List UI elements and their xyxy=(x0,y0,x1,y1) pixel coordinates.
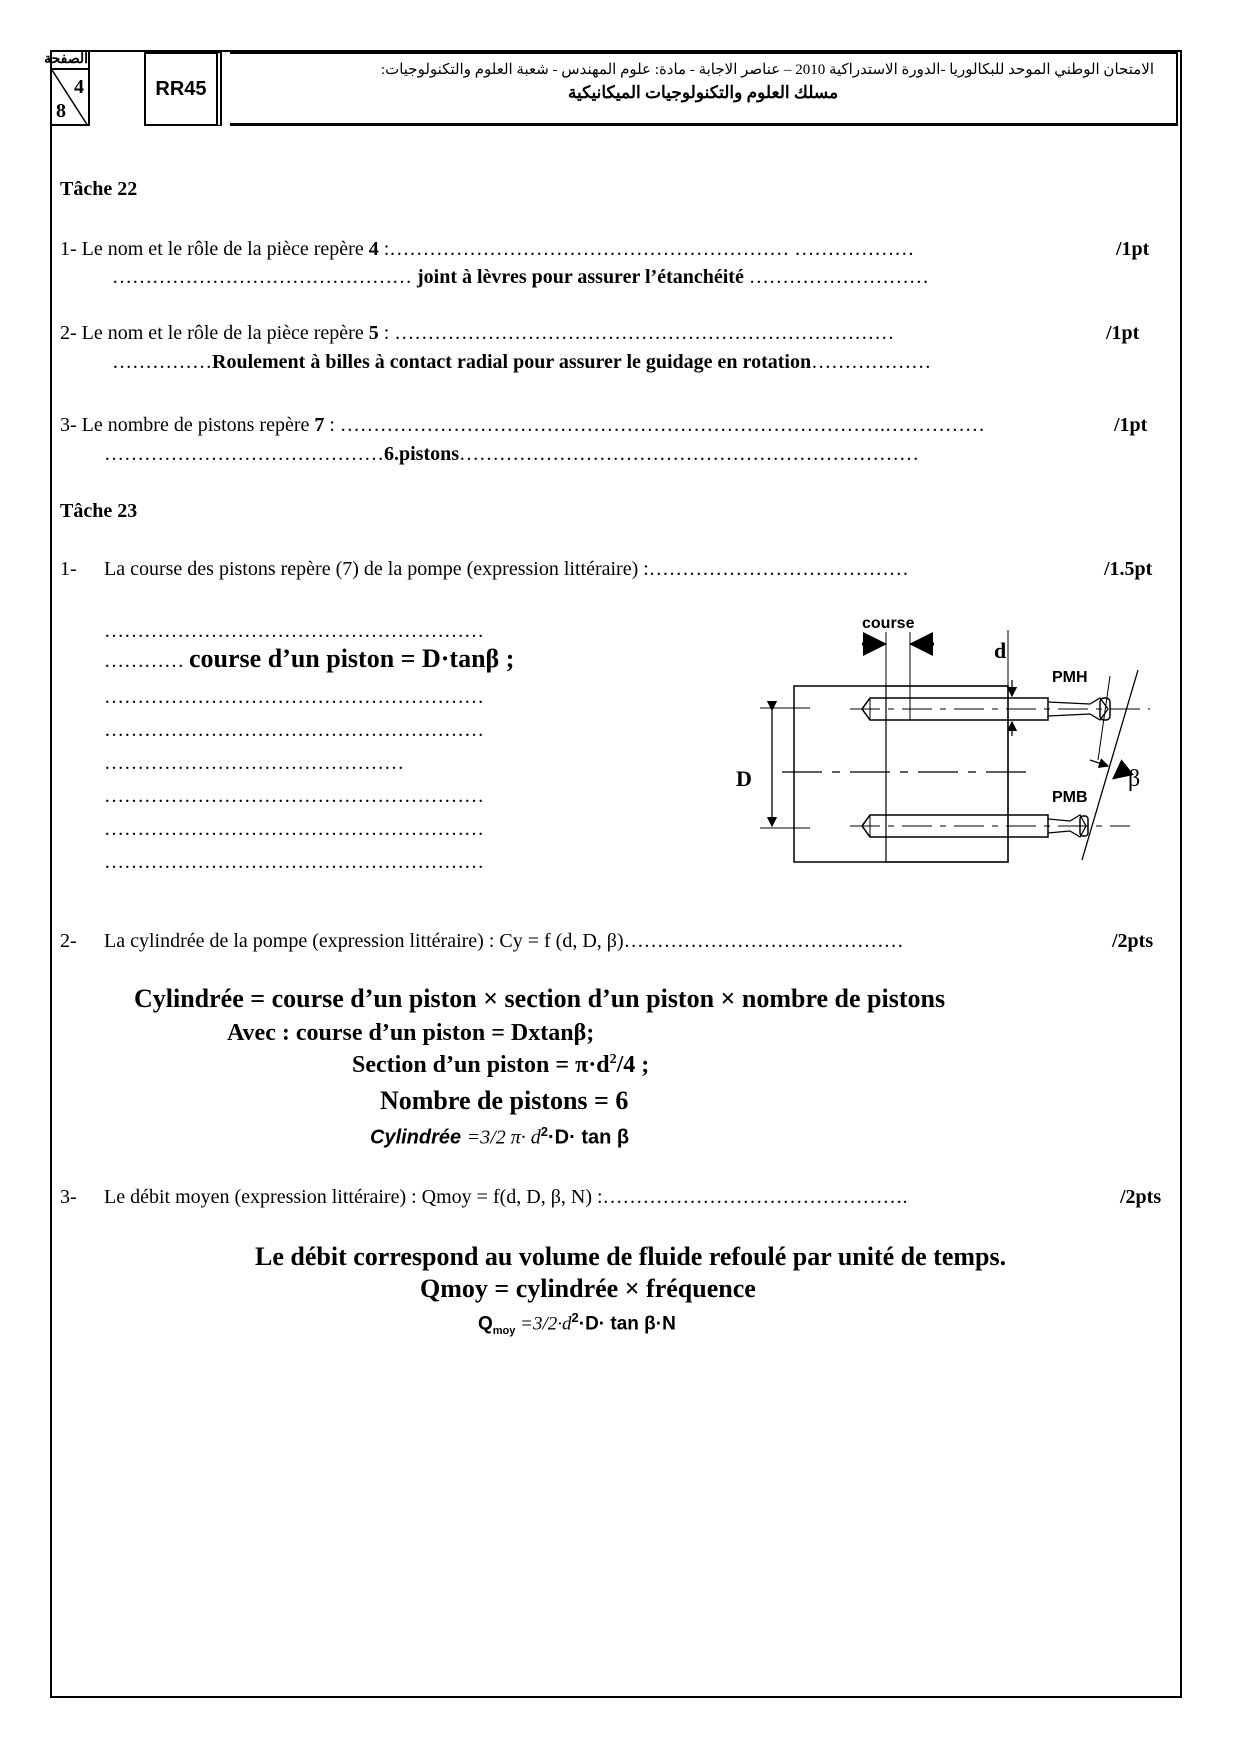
exam-title-line1: الامتحان الوطني الموحد للبكالوريا -الدورة الاستدراكية 2010 – عناصر الاجابة - مادة: علوم المهندس - شعبة العلوم والتكنولوجيات: xyxy=(380,62,1154,78)
label-D: D xyxy=(736,766,752,791)
cylinder-formula-line1: Cylindrée = course d’un piston × section d’un piston × nombre de pistons xyxy=(134,984,946,1013)
label-course: course xyxy=(862,615,915,632)
label-PMH: PMH xyxy=(1052,669,1088,686)
cylinder-formula-result: Cylindrée =3/2 $\pi\cdot d^2\cdot D\cdot \tan \beta$ xyxy=(370,1124,630,1149)
task23-question2: La cylindrée de la pompe (expression littéraire) : Cy = f (d, D, β)…………………………………… xyxy=(104,930,904,952)
answer-dots-line: ………………………………………………… xyxy=(104,686,484,708)
answer-dots-line: ………………………………………………… xyxy=(104,785,484,807)
task23-q1-number: 1- xyxy=(60,558,77,580)
flow-result: $Q_{moy} =3/2\cdot d^2\cdot D\cdot \tan \beta\cdot N$ xyxy=(478,1310,676,1338)
cylinder-formula-line2: Avec : course d’un piston = Dxtanβ; xyxy=(227,1020,595,1046)
task23-title: Tâche 23 xyxy=(60,500,138,522)
exam-title-box xyxy=(230,52,1178,126)
task23-question3: Le débit moyen (expression littéraire) : Qmoy = f(d, D, β, N) :………………………………………. xyxy=(104,1186,908,1208)
task22-answer2: ……………Roulement à billes à contact radial pour assurer le guidage en rotation……………… xyxy=(112,351,932,373)
task23-q2-number: 2- xyxy=(60,930,77,952)
page-total: 8 xyxy=(56,100,66,122)
header xyxy=(44,52,1178,126)
task23-q3-points: /2pts xyxy=(1120,1186,1162,1208)
label-PMB: PMB xyxy=(1052,789,1088,806)
task22-question3: 3- Le nombre de pistons repère 7 : ……………………………………………………………………….…………… xyxy=(60,414,985,436)
task22-q2-points: /1pt xyxy=(1106,322,1140,344)
answer-dots-line: ………………………………………………… xyxy=(104,851,484,873)
pump-body-outline xyxy=(794,686,1008,862)
task22-title: Tâche 22 xyxy=(60,178,138,200)
cylinder-block xyxy=(886,686,1008,862)
cylinder-formula-line4: Nombre de pistons = 6 xyxy=(380,1086,629,1115)
exam-code: RR45 xyxy=(144,52,222,126)
task23-question1: La course des pistons repère (7) de la pompe (expression littéraire) :………………………………… xyxy=(104,558,909,580)
task22-answer3: ……………………………………6.pistons…………………………………………………………… xyxy=(104,443,920,465)
answer-dots-line: ………………………………………………… xyxy=(104,818,484,840)
swash-plate xyxy=(1082,670,1141,860)
task22-answer1: ……………………………………… joint à lèvres pour assurer l’étanchéité ……………………… xyxy=(112,266,929,288)
task23-q1-points: /1.5pt xyxy=(1104,558,1153,580)
task22-question2: 2- Le nom et le rôle de la pièce repère 5 : ………………………………………………………………… xyxy=(60,322,895,344)
task23-q2-points: /2pts xyxy=(1112,930,1154,952)
answer-dots-line: ……………………………………… xyxy=(104,752,404,774)
answer-dots-line: ………………………………………………… xyxy=(104,719,484,741)
task22-question1: 1- Le nom et le rôle de la pièce repère 4 :…………………………………………………… ……………… xyxy=(60,238,915,260)
answer-dots-line: ………………………………………………… xyxy=(104,620,484,642)
label-beta: β xyxy=(1128,766,1141,792)
task23-answer1: ………… course d’un piston = D·tanβ ; xyxy=(104,644,515,673)
page-number-box xyxy=(44,52,90,126)
pump-diagram xyxy=(730,610,1180,870)
label-d: d xyxy=(994,638,1007,663)
flow-explanation: Le débit correspond au volume de fluide refoulé par unité de temps. xyxy=(255,1242,1007,1271)
cylinder-formula-line3: Section d’un piston = $\pi\cdot d^2/4$ ; xyxy=(352,1052,650,1078)
task22-q3-points: /1pt xyxy=(1114,414,1148,436)
exam-title-line2: مسلك العلوم والتكنولوجيات الميكانيكية xyxy=(567,83,839,102)
flow-formula: Qmoy = cylindrée × fréquence xyxy=(420,1274,756,1303)
page-frame xyxy=(50,50,1182,1698)
page-number: 4 xyxy=(74,76,84,98)
page-label: الصفحة xyxy=(52,52,88,70)
task23-q3-number: 3- xyxy=(60,1186,77,1208)
task22-q1-points: /1pt xyxy=(1116,238,1150,260)
